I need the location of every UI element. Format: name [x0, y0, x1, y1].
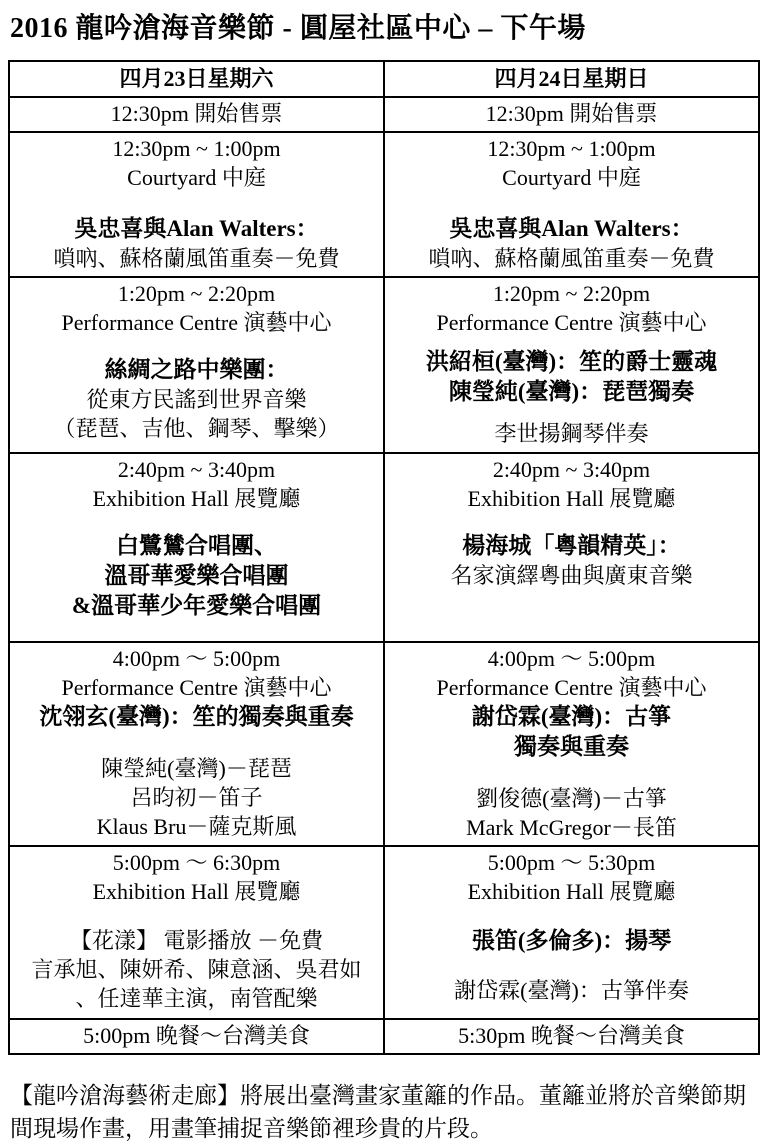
- schedule-cell: [9, 97, 384, 132]
- schedule-line: Exhibition Hall 展覽廳: [92, 879, 301, 904]
- line-spacer: [389, 192, 754, 214]
- schedule-cell: [384, 97, 759, 132]
- schedule-line: 12:30pm ~ 1:00pm: [487, 136, 656, 161]
- schedule-line: 呂昀初－笛子: [130, 785, 263, 810]
- schedule-line: 2:40pm ~ 3:40pm: [117, 457, 276, 482]
- schedule-line: Klaus Bru－薩克斯風: [96, 814, 297, 839]
- schedule-line: 吳忠喜與Alan Walters：: [449, 216, 694, 241]
- schedule-line: 嗩吶、蘇格蘭風笛重奏－免費: [53, 246, 340, 271]
- schedule-line: 12:30pm 開始售票: [110, 101, 283, 126]
- schedule-line: 絲綢之路中樂團：: [104, 357, 289, 382]
- schedule-cell: [9, 846, 384, 1019]
- schedule-line: 謝岱霖(臺灣)：古箏: [471, 704, 672, 729]
- schedule-line: 獨奏與重奏: [514, 734, 629, 759]
- line-spacer: [14, 906, 379, 926]
- schedule-line: 4:00pm ～ 5:00pm: [487, 646, 656, 671]
- schedule-line: Exhibition Hall 展覽廳: [92, 486, 301, 511]
- schedule-cell: [9, 132, 384, 277]
- line-spacer: [389, 762, 754, 784]
- schedule-line: 5:00pm 晚餐～台灣美食: [83, 1023, 310, 1048]
- schedule-line: 溫哥華愛樂合唱團: [104, 563, 289, 588]
- schedule-line: Courtyard 中庭: [127, 165, 266, 190]
- line-spacer: [389, 906, 754, 926]
- schedule-line: 陳瑩純(臺灣)：琵琶獨奏: [448, 379, 695, 404]
- schedule-cell: [9, 277, 384, 453]
- schedule-line: 陳瑩純(臺灣)－琵琶: [101, 756, 292, 781]
- schedule-line: 嗩吶、蘇格蘭風笛重奏－免費: [428, 246, 715, 271]
- schedule-line: 謝岱霖(臺灣)：古箏伴奏: [454, 978, 689, 1003]
- schedule-line: 言承旭、陳妍希、陳意涵、吳君如: [31, 957, 362, 982]
- schedule-line: 洪紹桓(臺灣)：笙的爵士靈魂: [425, 349, 718, 374]
- schedule-line: 劉俊德(臺灣)－古箏: [476, 786, 667, 811]
- schedule-line: 李世揚鋼琴伴奏: [494, 421, 649, 446]
- schedule-line: 5:30pm 晚餐～台灣美食: [458, 1023, 685, 1048]
- schedule-line: 楊海城「粵韻精英」：: [462, 533, 681, 558]
- page-title: 2016 龍吟滄海音樂節 - 圓屋社區中心 – 下午場: [10, 13, 586, 44]
- line-spacer: [389, 513, 754, 531]
- schedule-line: Performance Centre 演藝中心: [436, 675, 707, 700]
- schedule-line: 吳忠喜與Alan Walters：: [74, 216, 319, 241]
- ticket-sale-row: [9, 97, 759, 132]
- day-column-header: 四月23日星期六: [9, 61, 384, 97]
- line-spacer: [14, 513, 379, 531]
- slot-120pm-row: [9, 277, 759, 453]
- schedule-line: 沈翎玄(臺灣)：笙的獨奏與重奏: [39, 704, 354, 729]
- schedule-line: 1:20pm ~ 2:20pm: [492, 281, 651, 306]
- line-spacer: [389, 407, 754, 419]
- schedule-cell: [9, 1019, 384, 1054]
- schedule-line: 2:40pm ~ 3:40pm: [492, 457, 651, 482]
- schedule-line: Performance Centre 演藝中心: [436, 310, 707, 335]
- schedule-line: 、任達華主演，南管配樂: [75, 986, 318, 1011]
- schedule-line: 5:00pm ～ 6:30pm: [112, 850, 281, 875]
- schedule-line: 【花漾】 電影播放 －免費: [69, 928, 323, 953]
- table-header-row: [9, 61, 759, 97]
- schedule-cell: [9, 642, 384, 846]
- schedule-line: （琵琶、吉他、鋼琴、擊樂）: [53, 416, 340, 441]
- schedule-line: 1:20pm ~ 2:20pm: [117, 281, 276, 306]
- schedule-cell: [384, 846, 759, 1019]
- schedule-line: 4:00pm ～ 5:00pm: [112, 646, 281, 671]
- footer-note: 【龍吟滄海藝術走廊】將展出臺灣畫家董籬的作品。董籬並將於音樂節期間現場作畫，用畫筆捕捉音樂節裡珍貴的片段。: [10, 1083, 746, 1141]
- line-spacer: [389, 956, 754, 976]
- schedule-line: Performance Centre 演藝中心: [61, 310, 332, 335]
- slot-1230pm-row: [9, 132, 759, 277]
- dinner-row: [9, 1019, 759, 1054]
- line-spacer: [14, 192, 379, 214]
- schedule-cell: [384, 277, 759, 453]
- schedule-line: Exhibition Hall 展覽廳: [467, 879, 676, 904]
- schedule-line: 白鷺鷥合唱團、: [116, 533, 277, 558]
- line-spacer: [389, 337, 754, 347]
- schedule-line: Performance Centre 演藝中心: [61, 675, 332, 700]
- slot-400pm-row: [9, 642, 759, 846]
- schedule-cell: [384, 1019, 759, 1054]
- line-spacer: [14, 337, 379, 355]
- schedule-line: 5:00pm ～ 5:30pm: [487, 850, 656, 875]
- schedule-line: 名家演繹粵曲與廣東音樂: [450, 563, 693, 588]
- schedule-line: Courtyard 中庭: [502, 165, 641, 190]
- schedule-cell: [9, 453, 384, 642]
- schedule-line: &溫哥華少年愛樂合唱團: [71, 593, 322, 618]
- schedule-line: 張笛(多倫多)：揚琴: [471, 928, 672, 953]
- schedule-line: Mark McGregor－長笛: [466, 815, 677, 840]
- schedule-line: 12:30pm 開始售票: [485, 101, 658, 126]
- schedule-line: Exhibition Hall 展覽廳: [467, 486, 676, 511]
- slot-500pm-row: [9, 846, 759, 1019]
- schedule-cell: [384, 132, 759, 277]
- schedule-cell: [384, 642, 759, 846]
- line-spacer: [14, 732, 379, 754]
- schedule-table: [8, 60, 760, 1055]
- slot-240pm-row: [9, 453, 759, 642]
- schedule-cell: [384, 453, 759, 642]
- day-column-header: 四月24日星期日: [384, 61, 759, 97]
- schedule-line: 12:30pm ~ 1:00pm: [112, 136, 281, 161]
- schedule-line: 從東方民謠到世界音樂: [86, 387, 307, 412]
